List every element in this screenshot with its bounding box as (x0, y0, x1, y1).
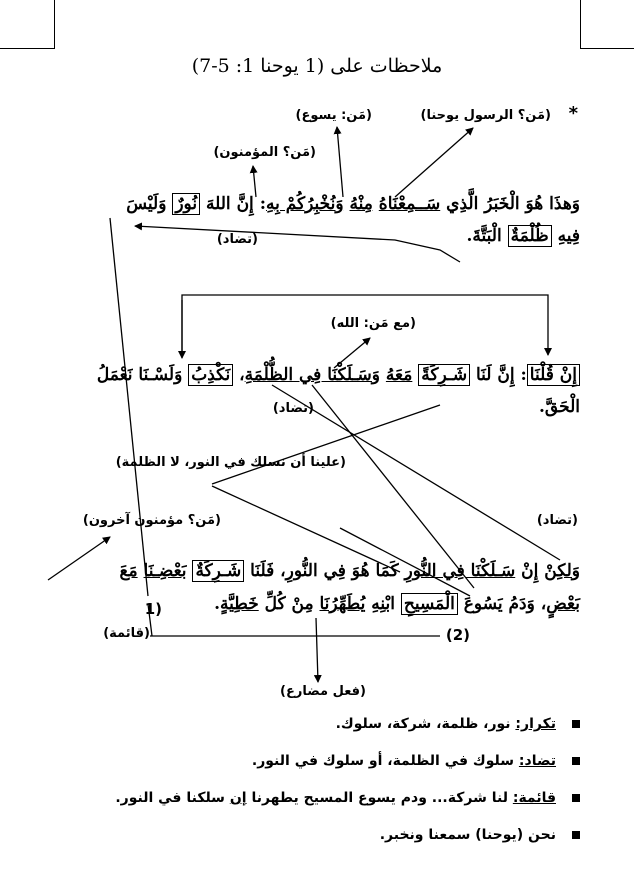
word-light: نُورٌ (172, 193, 200, 215)
arrow (253, 166, 256, 197)
word-heard: سَــمِعْنَاهُ (378, 194, 441, 214)
word-but: وَلكِنْ (544, 561, 580, 581)
arrow (212, 486, 400, 572)
list-item: قائمة: لنا شركة... ودم يسوع المسيح يطهرنا إن سلكنا في النور. (50, 786, 580, 823)
bullet-square-icon (572, 831, 580, 839)
word-walk-in-darkness: وَسَـلَكْنَا فِي الظُّلْمَةِ (244, 365, 380, 385)
arrow (182, 295, 548, 355)
verse6-line2: الْحَقَّ. (539, 397, 580, 417)
arrow (312, 385, 474, 588)
notes-list (50, 712, 580, 860)
word-one-another: بَعْضِـنَا (143, 561, 187, 581)
arrow (135, 226, 460, 262)
word-cleanses-us: يُطَهِّرُنَا (319, 594, 366, 614)
verse6-line1: إِنْ قُلْنَا: إِنَّ لَنَا شَـرِكَةً مَعَهُ وَسَـلَكْنَا فِي الظُّلْمَةِ، نَكْذِبُ وَلَسْـنَا نَعْمَلُ (97, 365, 580, 385)
list-item: نحن (يوحنا) سمعنا ونخبر. (50, 823, 580, 860)
annotation-who-jesus: (مَن: يسوع) (295, 108, 372, 123)
verse5-line1: وَهذَا هُوَ الْخَبَرُ الَّذِي سَــمِعْنَاهُ مِنْهُ وَنُخْبِرُكُمْ بِهِ: إِنَّ اللهَ نُورٌ وَلَيْسَ (126, 194, 580, 214)
annotation-with-god: (مع مَن: الله) (330, 316, 416, 331)
annotation-contrast: (تضاد) (536, 513, 578, 528)
word-fellowship: شَـرِكَةً (418, 364, 470, 386)
star-marker: * (568, 103, 578, 124)
bullet-square-icon (572, 794, 580, 802)
word-if: إِنْ (521, 561, 539, 581)
word-if-we-say: إِنْ قُلْنَا (527, 364, 580, 386)
word-we-tell-you: وَنُخْبِرُكُمْ بِهِ (265, 194, 344, 214)
arrow (316, 618, 318, 682)
annotation-list: (قائمة) (103, 626, 150, 641)
annotation-must-walk-in-light: (علينا أن نسلك في النور، لا الظلمة) (115, 455, 346, 470)
annotation-contrast: (تضاد) (216, 232, 258, 247)
word-we-lie: نَكْذِبُ (188, 364, 233, 386)
list-number-2: (2) (445, 626, 470, 644)
word-walk-in-light: سَـلَكْنَا فِي النُّورِ (404, 561, 516, 581)
annotation-contrast: (تضاد) (272, 401, 314, 416)
arrow (395, 128, 473, 197)
word-sin: خَطِيَّةٍ (220, 594, 259, 614)
arrow (148, 604, 152, 636)
annotation-who-apostle: (مَن؟ الرسول يوحنا) (420, 108, 551, 123)
annotation-other-believers: (مَن؟ مؤمنون آخرون) (82, 513, 221, 528)
list-item: تكرار: نور، ظلمة، شركة، سلوك. (50, 712, 580, 749)
annotation-who-believers: (مَن؟ المؤمنون) (213, 145, 316, 160)
page-title: ملاحظات على (1 يوحنا 1: 5-7) (191, 55, 443, 77)
arrow (212, 405, 440, 484)
verse5-line2: فِيهِ ظُلْمَةٌ الْبَتَّةَ. (466, 226, 580, 246)
word-with-him: مَعَهُ (385, 365, 413, 385)
bullet-square-icon (572, 757, 580, 765)
arrow (334, 338, 370, 368)
word-with: مَعَ (119, 561, 138, 581)
list-number-1: (1 (144, 600, 162, 618)
word-another: بَعْضٍ (546, 594, 580, 614)
annotation-present-verb: (فعل مضارع) (280, 684, 366, 699)
arrow (110, 218, 148, 596)
word-christ: الْمَسِيحِ (401, 593, 458, 615)
word-from-him: مِنْهُ (349, 194, 373, 214)
arrow (48, 537, 110, 580)
verse7-line2: بَعْضٍ، وَدَمُ يَسُوعَ الْمَسِيحِ ابْنِهِ يُطَهِّرُنَا مِنْ كُلِّ خَطِيَّةٍ. (214, 594, 580, 614)
list-item: تضاد: سلوك في الظلمة، أو سلوك في النور. (50, 749, 580, 786)
word-fellowship: شَـرِكَةٌ (192, 560, 244, 582)
arrow (340, 528, 470, 596)
verse7-line1: وَلكِنْ إِنْ سَـلَكْنَا فِي النُّورِ كَمَا هُوَ فِي النُّورِ، فَلَنَا شَـرِكَةٌ بَعْضِـنَا مَعَ (119, 561, 580, 581)
arrow (337, 127, 343, 197)
bullet-square-icon (572, 720, 580, 728)
word-darkness: ظُلْمَةٌ (508, 225, 552, 247)
